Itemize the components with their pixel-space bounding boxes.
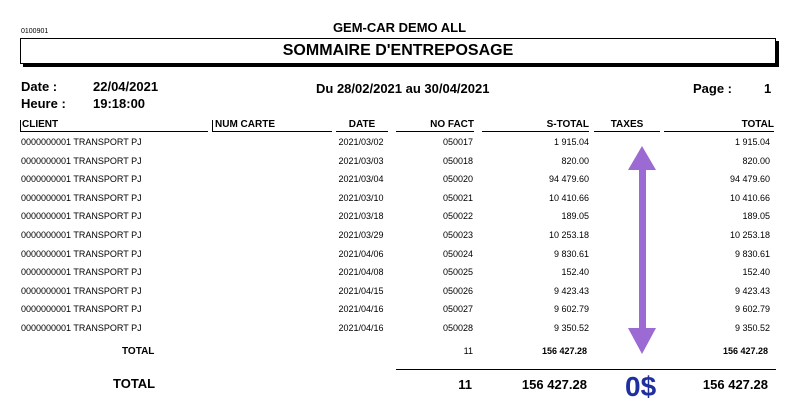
cell-total: 152.40 (742, 267, 770, 278)
date-label: Date : (21, 79, 58, 94)
cell-date: 2021/04/08 (338, 267, 384, 278)
cell-date: 2021/03/10 (338, 192, 384, 203)
cell-total: 9 350.52 (734, 323, 770, 333)
cell-total: 1 915.04 (734, 137, 770, 147)
cell-total: 820.00 (742, 155, 770, 166)
cell-total: 9 830.61 (734, 248, 770, 259)
cell-client: 0000000001 TRANSPORT PJ (21, 192, 142, 203)
cell-total: 10 410.66 (729, 192, 770, 203)
cell-date: 2021/03/04 (338, 174, 384, 185)
subtotal-total: 156 427.28 (722, 346, 768, 356)
report-code: 0100901 (21, 28, 49, 35)
cell-fact: 050023 (442, 230, 473, 240)
cell-client: 0000000001 TRANSPORT PJ (21, 211, 142, 222)
column-header-card (212, 119, 332, 130)
cell-stotal: 9 423.43 (553, 285, 589, 296)
cell-fact: 050024 (442, 248, 473, 259)
cell-client: 0000000001 TRANSPORT PJ (21, 137, 142, 147)
subtotal-label: TOTAL (122, 346, 155, 357)
column-label-date: DATE (348, 119, 376, 130)
column-label-client: CLIENT (22, 119, 59, 130)
cell-date: 2021/04/15 (338, 285, 384, 296)
cell-total: 10 253.18 (729, 230, 770, 240)
cell-date: 2021/03/03 (338, 155, 384, 166)
cell-stotal: 9 350.52 (553, 323, 589, 333)
page-label: Page : (693, 81, 733, 96)
cell-client: 0000000001 TRANSPORT PJ (21, 304, 142, 315)
column-label-stotal: S-TOTAL (546, 119, 589, 130)
cell-client: 0000000001 TRANSPORT PJ (21, 230, 142, 240)
grandtotal-stotal: 156 427.28 (521, 377, 587, 392)
period-range: Du 28/02/2021 au 30/04/2021 (316, 81, 490, 96)
cell-stotal: 152.40 (561, 267, 589, 278)
cell-fact: 050018 (442, 155, 473, 166)
grandtotal-total: 156 427.28 (702, 377, 768, 392)
cell-fact: 050021 (442, 192, 473, 203)
grandtotal-label: TOTAL (113, 376, 156, 391)
cell-fact: 050025 (442, 267, 473, 278)
date-value: 22/04/2021 (93, 79, 159, 94)
cell-date: 2021/04/06 (338, 248, 384, 259)
column-header-total (664, 119, 774, 130)
page-number: 1 (764, 81, 772, 96)
column-header-taxes (594, 119, 660, 130)
cell-stotal: 820.00 (561, 155, 589, 166)
cell-fact: 050027 (442, 304, 473, 315)
cell-client: 0000000001 TRANSPORT PJ (21, 323, 142, 333)
cell-fact: 050028 (442, 323, 473, 333)
subtotal-count: 11 (463, 346, 473, 356)
column-label-fact: NO FACT (430, 119, 474, 130)
cell-date: 2021/03/02 (338, 137, 384, 147)
cell-total: 9 602.79 (734, 304, 770, 315)
column-label-card: NUM CARTE (215, 119, 275, 130)
cell-client: 0000000001 TRANSPORT PJ (21, 174, 142, 185)
cell-client: 0000000001 TRANSPORT PJ (21, 155, 142, 166)
cell-total: 9 423.43 (734, 285, 770, 296)
cell-stotal: 9 830.61 (553, 248, 589, 259)
cell-fact: 050022 (442, 211, 473, 222)
column-label-total: TOTAL (741, 119, 774, 130)
total-divider (396, 369, 776, 370)
cell-stotal: 189.05 (561, 211, 589, 222)
time-label: Heure : (21, 96, 66, 111)
cell-date: 2021/03/18 (338, 211, 384, 222)
time-value: 19:18:00 (93, 96, 146, 111)
cell-fact: 050026 (442, 285, 473, 296)
grandtotal-count: 11 (458, 377, 472, 392)
cell-client: 0000000001 TRANSPORT PJ (21, 285, 142, 296)
cell-fact: 050020 (442, 174, 473, 185)
cell-date: 2021/04/16 (338, 323, 384, 333)
cell-total: 189.05 (742, 211, 770, 222)
subtotal-stotal: 156 427.28 (541, 346, 587, 356)
company-name: GEM-CAR DEMO ALL (332, 20, 467, 35)
cell-stotal: 94 479.60 (548, 174, 589, 185)
column-header-date (336, 119, 388, 130)
cell-client: 0000000001 TRANSPORT PJ (21, 248, 142, 259)
double-arrow-icon (620, 142, 664, 358)
cell-client: 0000000001 TRANSPORT PJ (21, 267, 142, 278)
column-header-fact (396, 119, 474, 130)
cell-fact: 050017 (442, 137, 473, 147)
cell-date: 2021/04/16 (338, 304, 384, 315)
cell-stotal: 9 602.79 (553, 304, 589, 315)
title-box (20, 38, 776, 64)
cell-total: 94 479.60 (729, 174, 770, 185)
cell-stotal: 1 915.04 (553, 137, 589, 147)
cell-date: 2021/03/29 (338, 230, 384, 240)
cell-stotal: 10 410.66 (548, 192, 589, 203)
column-label-taxes: TAXES (610, 119, 644, 130)
column-header-stotal (482, 119, 589, 130)
column-header-client (20, 119, 208, 130)
report-title: SOMMAIRE D'ENTREPOSAGE (282, 42, 514, 59)
taxes-annotation: 0$ (625, 371, 657, 402)
cell-stotal: 10 253.18 (548, 230, 589, 240)
